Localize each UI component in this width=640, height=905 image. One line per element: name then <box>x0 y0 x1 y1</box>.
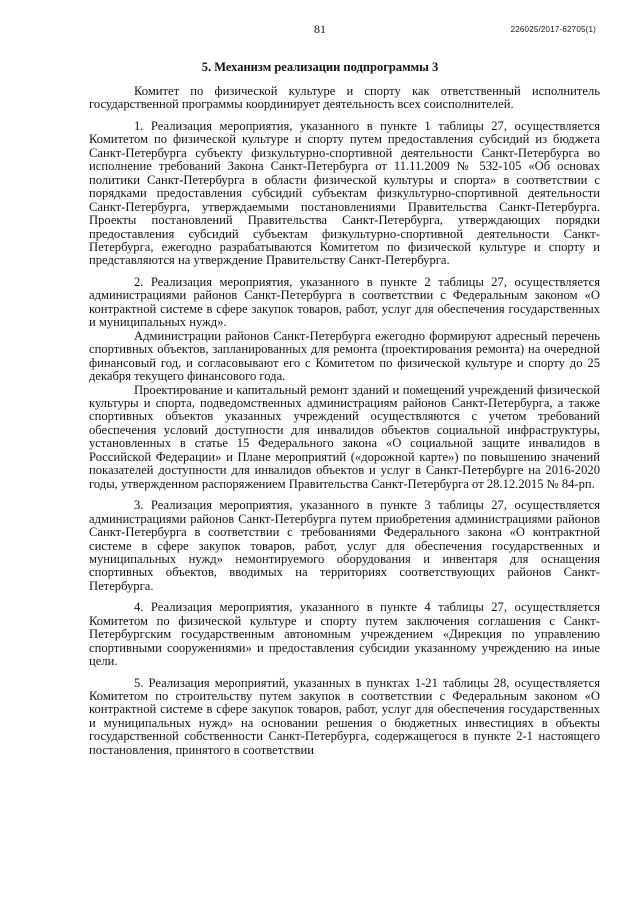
paragraph-item-1: 1. Реализация мероприятия, указанного в пункте 1 таблицы 27, осуществляется Комитетом по физической культуре и спорту путем предоставления субсидий из бюджета Санкт-Петербурга субъекту физкультурно-спортивной деятельности Санкт-Петербурга во исполнение требований Закона Санкт-Петербурга от 11.11.2009 № 532-105 «Об основах политики Санкт-Петербурга в области физической культуры и спорта» в соответствии с порядками предоставления субсидий субъектам физкультурно-спортивной деятельности Санкт-Петербурга, утверждаемыми постановлениями Правительства Санкт-Петербурга. Проекты постановлений Правительства Санкт-Петербурга, утверждающих порядки предоставления субсидий субъектам физкультурно-спортивной деятельности Санкт-Петербурга, ежегодно разрабатываются Комитетом по физической культуре и спорту и представляются на утверждение Правительству Санкт-Петербурга. <box>89 118 600 268</box>
document-body <box>89 85 600 757</box>
paragraph-intro: Комитет по физической культуре и спорту как ответственный исполнитель государственной программы координирует деятельность всех соисполнителей. <box>89 84 600 112</box>
paragraph-item-5: 5. Реализация мероприятий, указанных в пунктах 1-21 таблицы 28, осуществляется Комитетом по строительству путем закупок в соответствии с Федеральным законом «О контрактной системе в сфере закупок товаров, работ, услуг для обеспечения государственных и муниципальных нужд» на основании решения о бюджетных инвестициях в объекты государственной собственности Санкт-Петербурга, содержащегося в пункте 2-1 настоящего постановления, принятого в соответствии <box>89 675 600 757</box>
page-number: 81 <box>314 22 326 36</box>
section-title: 5. Механизм реализации подпрограммы 3 <box>201 60 439 74</box>
paragraph-item-3: 3. Реализация мероприятия, указанного в пункте 3 таблицы 27, осуществляется администрациями районов Санкт-Петербурга путем приобретения администрациями районов Санкт-Петербурга в соответствии с требованиями Федерального закона «О контрактной системе в сфере закупок товаров, работ, услуг для обеспечения государственных и муниципальных нужд» немонтируемого оборудования и инвентаря для оснащения спортивных объектов, вводимых на территориях соответствующих районов Санкт-Петербурга. <box>89 498 600 593</box>
paragraph-item-2-accessibility: Проектирование и капитальный ремонт зданий и помещений учреждений физической культуры и спорта, подведомственных администрациям районов Санкт-Петербурга, а также спортивных объектов указанных учреждений осуществляются с учетом требований обеспечения условий доступности для инвалидов объектов социальной инфраструктуры, установленных в статье 15 Федерального закона «О социальной защите инвалидов в Российской Федерации» и Плане мероприятий («дорожной карте») по повышению значений показателей доступности для инвалидов объектов и услуг в Санкт-Петербурге на 2016-2020 годы, утвержденном распоряжением Правительства Санкт-Петербурга от 28.12.2015 № 84-рп. <box>89 382 600 491</box>
document-id: 226025/2017-62705(1) <box>510 25 596 34</box>
paragraph-item-2: 2. Реализация мероприятия, указанного в пункте 2 таблицы 27, осуществляется администрациями районов Санкт-Петербурга в соответствии с Федеральным законом «О контрактной системе в сфере закупок товаров, работ, услуг для обеспечения государственных и муниципальных нужд». <box>89 274 600 330</box>
paragraph-item-4: 4. Реализация мероприятия, указанного в пункте 4 таблицы 27, осуществляется Комитетом по физической культуре и спорту путем заключения соглашения с Санкт-Петербургским государственным автономным учреждением «Дирекция по управлению спортивными сооружениями» и предоставления субсидии указанному учреждению на иные цели. <box>89 600 600 669</box>
paragraph-item-2-district-list: Администрации районов Санкт-Петербурга ежегодно формируют адресный перечень спортивных объектов, запланированных для ремонта (проектирования ремонта) на очередной финансовый год, и согласовывают его с Комитетом по физической культуре и спорту до 25 декабря текущего финансового года. <box>89 328 600 384</box>
